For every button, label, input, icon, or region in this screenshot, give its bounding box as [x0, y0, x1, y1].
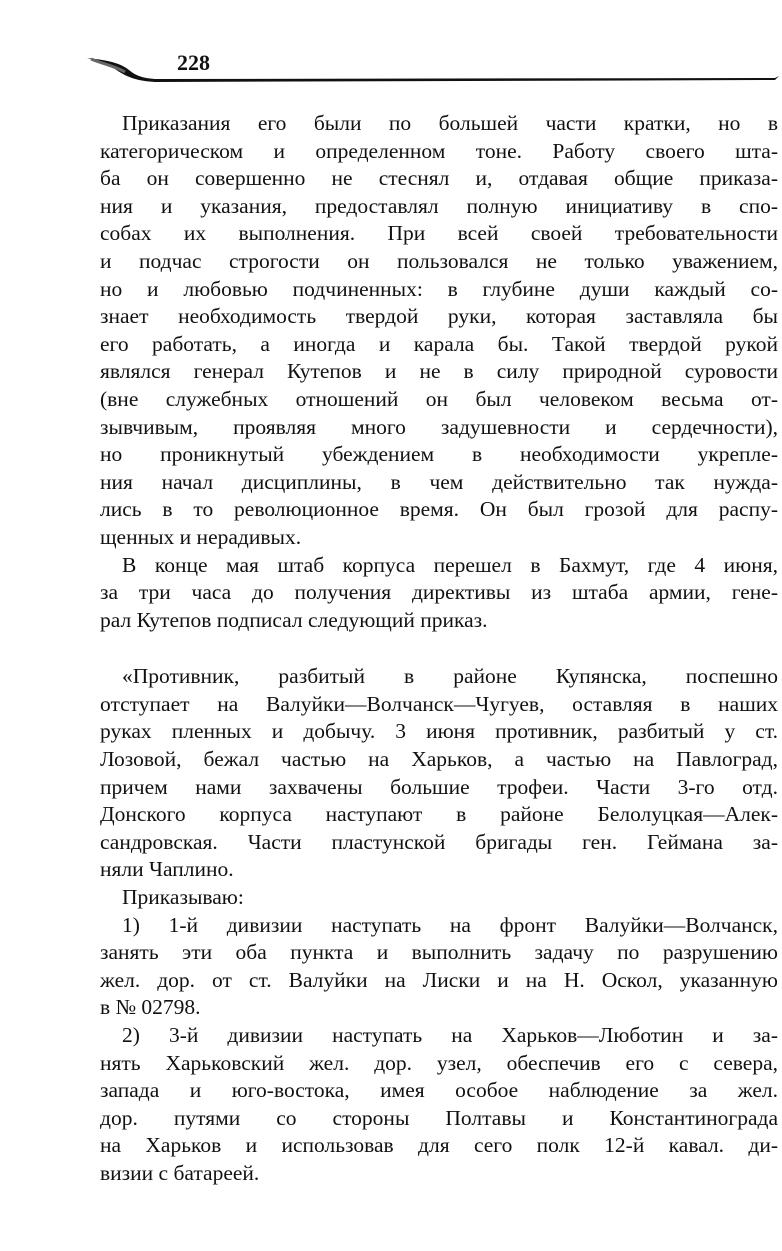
text-line: запада и юго-востока, имея особое наблюдение за жел. — [100, 1078, 778, 1103]
text-line: на Харьков и использовав для сего полк 12-й кавал. ди- — [100, 1133, 778, 1158]
text-line: ба он совершенно не стеснял и, отдавая общие приказа- — [100, 166, 778, 191]
paragraph — [100, 663, 778, 884]
paragraph-gap — [100, 634, 778, 663]
page-body — [100, 110, 778, 1188]
text-line: ния и указания, предоставлял полную инициативу в спо- — [100, 193, 778, 218]
text-line: зывчивым, проявляя много задушевности и сердечности), — [100, 414, 778, 439]
paragraph — [100, 110, 778, 552]
text-line: за три часа до получения директивы из штаба армии, гене- — [100, 580, 778, 605]
text-line: но проникнутый убеждением в необходимости укрепле- — [100, 442, 778, 467]
text-line: и подчас строгости он пользовался не только уважением, — [100, 248, 778, 273]
text-line: отступает на Валуйки—Волчанск—Чугуев, оставляя в наших — [100, 691, 778, 716]
paragraph — [100, 552, 778, 635]
text-line: Приказываю: — [122, 885, 244, 910]
text-line: щенных и нерадивых. — [100, 524, 302, 549]
page-number: 228 — [177, 50, 210, 75]
text-line: В конце мая штаб корпуса перешел в Бахмут, где 4 июня, — [122, 552, 778, 577]
text-line: причем нами захвачены большие трофеи. Части 3-го отд. — [100, 774, 778, 799]
text-line: няли Чаплино. — [100, 857, 234, 882]
text-line: Лозовой, бежал частью на Харьков, а частью на Павлоград, — [100, 747, 778, 772]
text-line: Донского корпуса наступают в районе Белолуцкая—Алек- — [100, 802, 778, 827]
text-line: Приказания его были по большей части кратки, но в — [122, 111, 778, 135]
text-line: визии с батареей. — [100, 1160, 260, 1185]
text-line: 2) 3-й дивизии наступать на Харьков—Люботин и за- — [122, 1023, 778, 1047]
paragraph — [100, 1022, 778, 1188]
text-line: ния начал дисциплины, в чем действительно так нужда- — [100, 469, 778, 494]
text-line: сандровская. Части пластунской бригады ген. Геймана за- — [100, 829, 778, 854]
text-line: являлся генерал Кутепов и не в силу природной суровости — [100, 359, 778, 384]
text-line: собах их выполнения. При всей своей требовательности — [100, 221, 778, 246]
text-line: руках пленных и добычу. 3 июня противник, разбитый у ст. — [100, 719, 778, 744]
text-line: рал Кутепов подписал следующий приказ. — [100, 607, 488, 632]
text-line: жел. дор. от ст. Валуйки на Лиски и на Н. Оскол, указанную — [100, 967, 778, 992]
text-line: дор. путями со стороны Полтавы и Константинограда — [100, 1105, 778, 1130]
text-line: категорическом и определенном тоне. Работу своего шта- — [100, 138, 778, 163]
text-line: знает необходимость твердой руки, которая заставляла бы — [100, 304, 778, 329]
text-line: но и любовью подчиненных: в глубине души каждый со- — [100, 276, 778, 301]
text-line: в № 02798. — [100, 995, 201, 1020]
text-line: (вне служебных отношений он был человеком весьма от- — [100, 386, 778, 411]
text-line: лись в то революционное время. Он был грозой для распу- — [100, 497, 778, 522]
text-line: 1) 1-й дивизии наступать на фронт Валуйки—Волчанск, — [122, 912, 778, 937]
text-line: его работать, а иногда и карала бы. Такой твердой рукой — [100, 331, 778, 356]
text-line: занять эти оба пункта и выполнить задачу по разрушению — [100, 940, 778, 965]
paragraph — [100, 884, 778, 912]
page-header — [85, 42, 782, 92]
text-line: нять Харьковский жел. дор. узел, обеспечив его с севера, — [100, 1050, 778, 1075]
paragraph — [100, 912, 778, 1022]
text-line: «Противник, разбитый в районе Купянска, поспешно — [122, 664, 778, 689]
